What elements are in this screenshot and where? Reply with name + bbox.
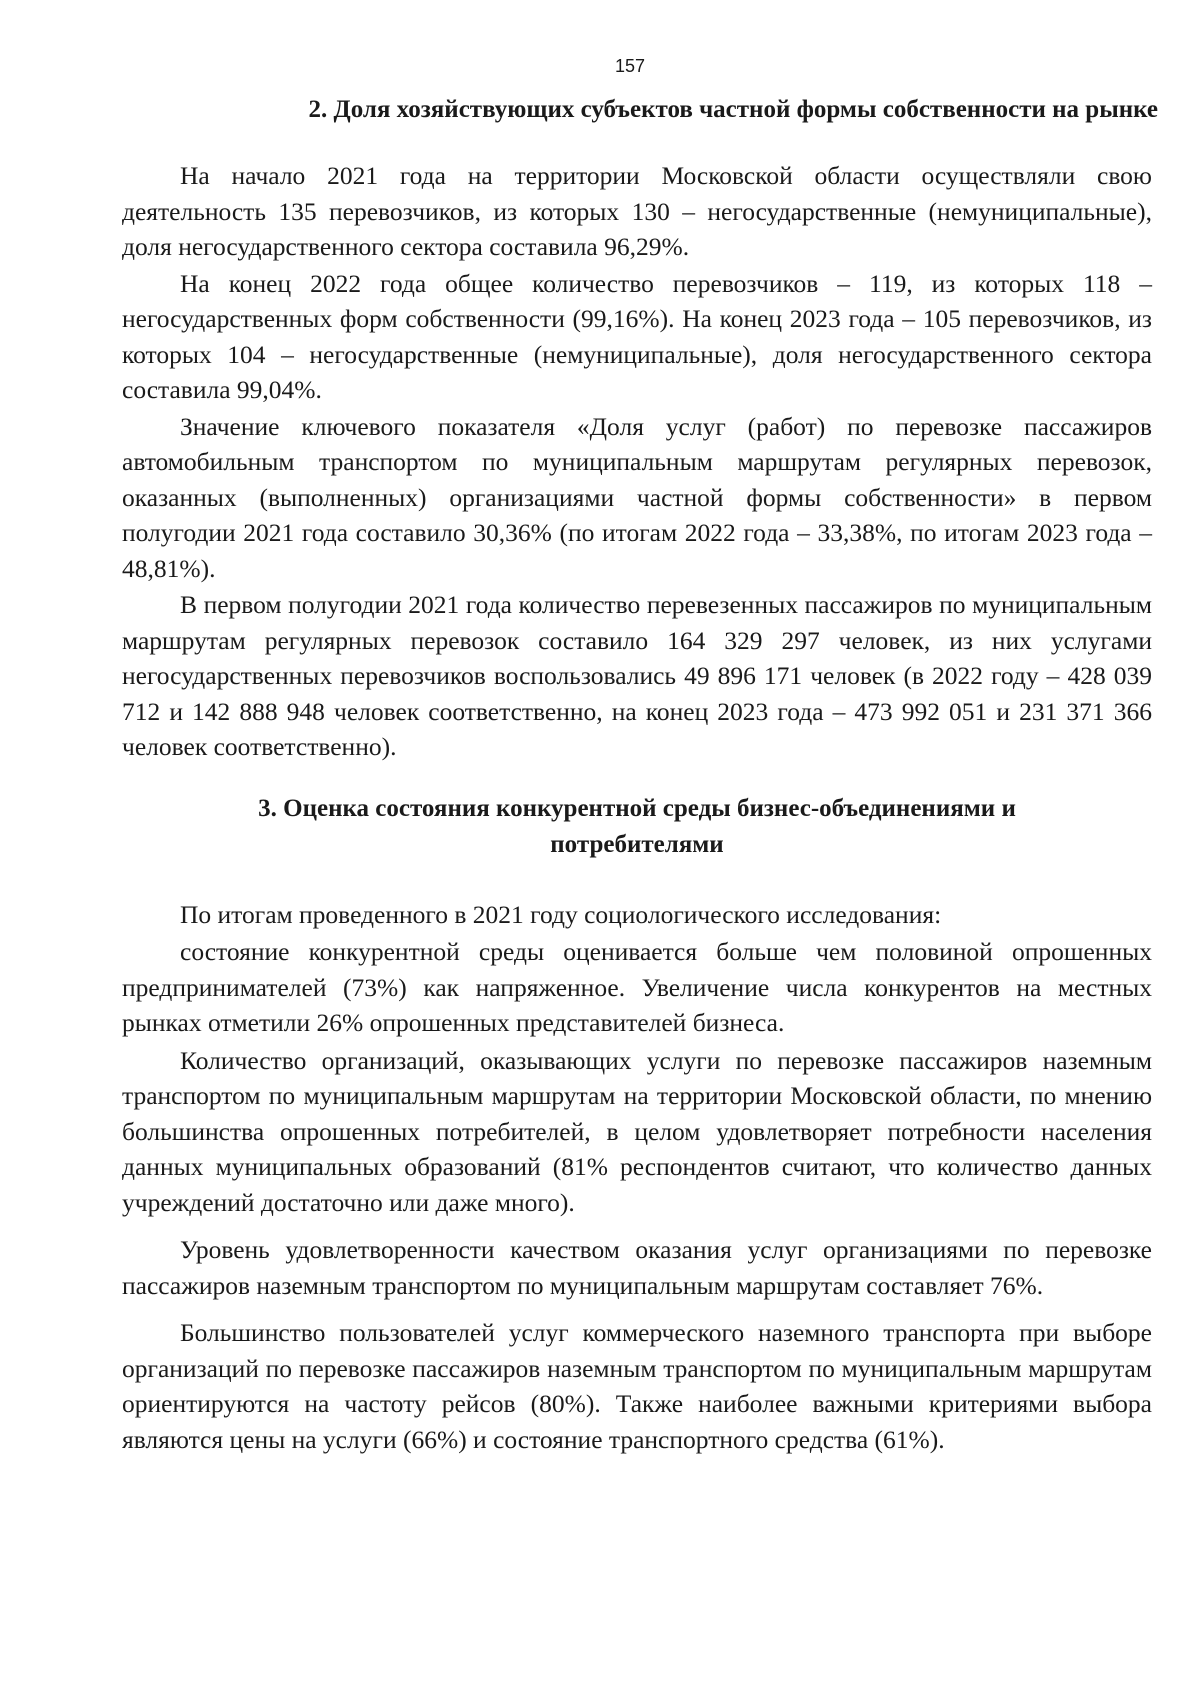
section-private-share — [122, 92, 1158, 765]
paragraph-selection-criteria: Большинство пользователей услуг коммерческого наземного транспорта при выборе организаций по перевозке пассажиров наземным транспортом по муниципальным маршрутам ориентируются на частоту рейсов (80%). Также наиболее важными критериями выбора являются цены на услуги (66%) и состояние транспортного средства (61%). — [122, 1318, 1152, 1454]
paragraph-carriers-2022-2023: На конец 2022 года общее количество перевозчиков – 119, из которых 118 – негосударственных форм собственности (99,16%). На конец 2023 года – 105 перевозчиков, из которых 104 – негосударственные (немуниципальные), доля негосударственного сектора составила 99,04%. — [122, 268, 1152, 404]
paragraph-survey-intro: По итогам проведенного в 2021 году социологического исследования: — [180, 899, 942, 929]
section-body-competition-assessment — [122, 897, 1152, 1458]
section-heading-private-share: 2. Доля хозяйствующих субъектов частной формы собственности на рынке — [308, 96, 1158, 123]
paragraph-passengers-count: В первом полугодии 2021 года количество перевезенных пассажиров по муниципальным маршрутам регулярных перевозок составило 164 329 297 человек, из них услугами негосударственных перевозчиков воспользовались 49 896 171 человек (в 2022 году – 428 039 712 и 142 888 948 человек соответственно, на конец 2023 года – 473 992 051 и 231 371 366 человек соответственно). — [122, 590, 1152, 761]
paragraph-competition-state: состояние конкурентной среды оценивается больше чем половиной опрошенных предпринимателей (73%) как напряженное. Увеличение числа конкурентов на местных рынках отметили 26% опрошенных представителей бизнеса. — [122, 937, 1152, 1037]
paragraph-organizations-count: Количество организаций, оказывающих услуги по перевозке пассажиров наземным транспортом по муниципальным маршрутам на территории Московской области, по мнению большинства опрошенных потребителей, в целом удовлетворяет потребности населения данных муниципальных образований (81% респондентов считают, что количество данных учреждений достаточно или даже много). — [122, 1045, 1152, 1217]
page-number: 157 — [614, 56, 646, 76]
paragraph-satisfaction-level: Уровень удовлетворенности качеством оказания услуг организациями по перевозке пассажиров наземным транспортом по муниципальным маршрутам составляет 76%. — [122, 1235, 1152, 1300]
paragraph-carriers-2021: На начало 2021 года на территории Московской области осуществляли свою деятельность 135 перевозчиков, из которых 130 – негосударственные (немуниципальные), доля негосударственного сектора составила 96,29%. — [122, 161, 1152, 261]
section-heading-competition-assessment — [122, 791, 1152, 863]
heading-line-1: 3. Оценка состояния конкурентной среды бизнес-объединениями и — [258, 794, 1016, 822]
section-competition-assessment — [122, 791, 1152, 1458]
paragraph-key-indicator: Значение ключевого показателя «Доля услуг (работ) по перевозке пассажиров автомобильным транспортом по муниципальным маршрутам регулярных перевозок, оказанных (выполненных) организациями частной формы собственности» в первом полугодии 2021 года составило 30,36% (по итогам 2022 года – 33,38%, по итогам 2023 года – 48,81%). — [122, 411, 1152, 583]
document-content — [122, 92, 1158, 1457]
heading-line-2: потребителями — [550, 830, 724, 858]
section-body-private-share — [122, 158, 1152, 765]
